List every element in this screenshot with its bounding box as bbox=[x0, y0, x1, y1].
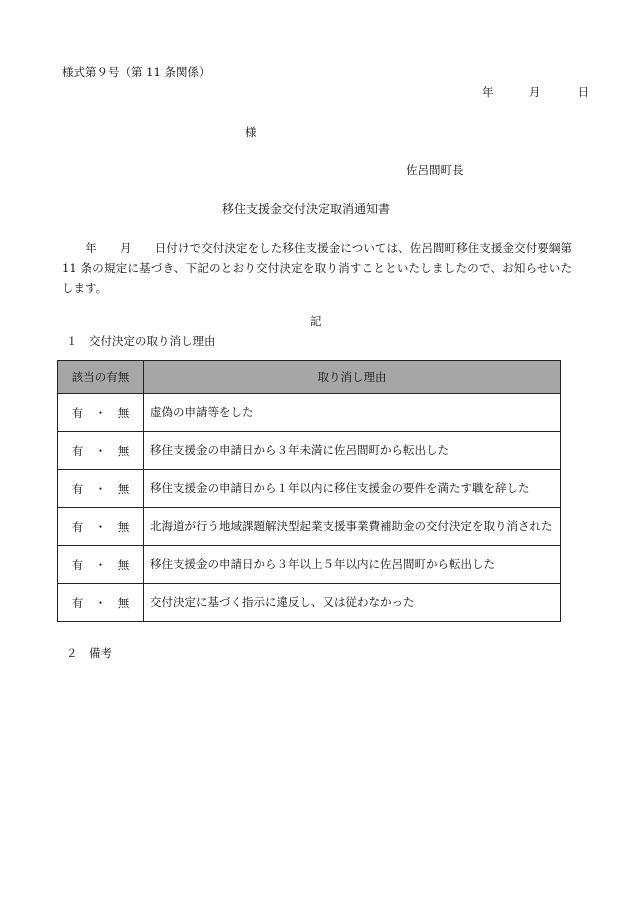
reason-cell: 移住支援金の申請日から１年以内に移住支援金の要件を満たす職を辞した bbox=[144, 470, 561, 508]
date-month: 月 bbox=[528, 85, 541, 99]
section-1-heading: １ 交付決定の取り消し理由 bbox=[66, 334, 216, 348]
recipient-suffix: 様 bbox=[245, 125, 257, 139]
header-reason: 取り消し理由 bbox=[144, 361, 561, 394]
section-2-heading: ２ 備考 bbox=[66, 646, 112, 660]
yes-no-cell: 有 ・ 無 bbox=[58, 394, 144, 432]
reasons-table bbox=[57, 360, 561, 622]
reason-cell: 移住支援金の申請日から３年以上５年以内に佐呂間町から転出した bbox=[144, 546, 561, 584]
date-day: 日 bbox=[577, 85, 590, 99]
table-row bbox=[58, 394, 561, 432]
header-applicable: 該当の有無 bbox=[58, 361, 144, 394]
yes-no-cell: 有 ・ 無 bbox=[58, 584, 144, 622]
yes-no-cell: 有 ・ 無 bbox=[58, 470, 144, 508]
table-header-row bbox=[58, 361, 561, 394]
table-row bbox=[58, 546, 561, 584]
table-row bbox=[58, 432, 561, 470]
reason-cell: 交付決定に基づく指示に違反し、又は従わなかった bbox=[144, 584, 561, 622]
yes-no-cell: 有 ・ 無 bbox=[58, 508, 144, 546]
table-row bbox=[58, 470, 561, 508]
reason-cell: 北海道が行う地域課題解決型起業支援事業費補助金の交付決定を取り消された bbox=[144, 508, 561, 546]
yes-no-cell: 有 ・ 無 bbox=[58, 546, 144, 584]
date-year: 年 bbox=[482, 85, 494, 99]
form-number: 様式第９号（第 11 条関係） bbox=[62, 65, 211, 79]
reason-cell: 移住支援金の申請日から３年未満に佐呂間町から転出した bbox=[144, 432, 561, 470]
sender-name: 佐呂間町長 bbox=[406, 163, 464, 177]
table-row bbox=[58, 508, 561, 546]
table-row bbox=[58, 584, 561, 622]
body-paragraph: 年 月 日付けで交付決定をした移住支援金については、佐呂間町移住支援金交付要綱第 11 条の規定に基づき、下記のとおり交付決定を取り消すことといたしましたので、お知らせいたします。 bbox=[62, 241, 572, 295]
date-line bbox=[482, 86, 589, 100]
reason-cell: 虚偽の申請等をした bbox=[144, 394, 561, 432]
yes-no-cell: 有 ・ 無 bbox=[58, 432, 144, 470]
ki-heading: 記 bbox=[310, 314, 322, 328]
document-title: 移住支援金交付決定取消通知書 bbox=[222, 202, 391, 216]
